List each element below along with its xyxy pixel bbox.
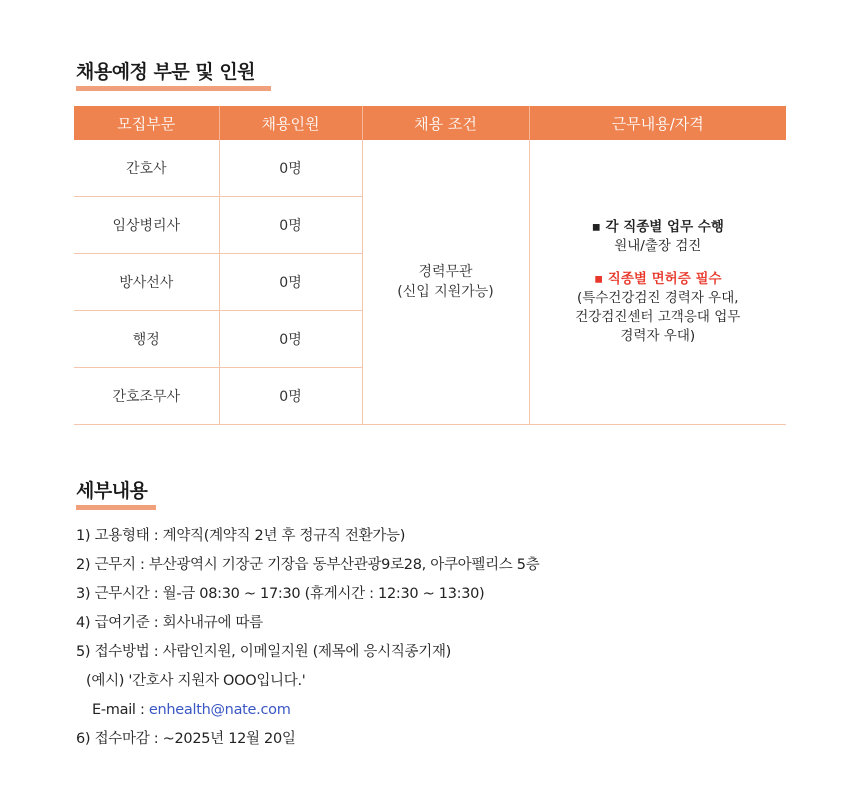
duties-item2-sub2: 건강검진센터 고객응대 업무 [575, 309, 741, 325]
duties-item1-title: ▪ 각 직종별 업무 수행 [591, 219, 724, 235]
dept-cell: 간호조무사 [74, 368, 219, 425]
email-address: enhealth@nate.com [148, 702, 291, 718]
detail-hours: 3) 근무시간 : 월-금 08:30 ~ 17:30 (휴게시간 : 12:30 ~ 13:30) [76, 586, 485, 602]
header-duties: 근무내용/자격 [529, 106, 786, 140]
section-title-recruitment: 채용예정 부문 및 인원 [76, 61, 256, 83]
dept-cell: 방사선사 [74, 254, 219, 311]
condition-line1: 경력무관 [418, 264, 473, 280]
duties-item2-title: ▪ 직종별 면허증 필수 [593, 271, 722, 287]
details-list [76, 522, 539, 754]
section-title-details: 세부내용 [76, 480, 148, 502]
title-underline [76, 505, 156, 510]
detail-email-line [76, 696, 539, 725]
count-cell: 0명 [219, 368, 362, 425]
detail-employment-type: 1) 고용형태 : 계약직(계약직 2년 후 정규직 전환가능) [76, 528, 406, 544]
detail-example: (예시) '간호사 지원자 OOO입니다.' [86, 673, 306, 689]
detail-application-method: 5) 접수방법 : 사람인지원, 이메일지원 (제목에 응시직종기재) [76, 644, 452, 660]
header-condition: 채용 조건 [362, 106, 529, 140]
dept-cell: 임상병리사 [74, 197, 219, 254]
detail-salary: 4) 급여기준 : 회사내규에 따름 [76, 615, 263, 631]
duties-cell [529, 140, 786, 425]
table-row [74, 140, 786, 197]
detail-location: 2) 근무지 : 부산광역시 기장군 기장읍 동부산관광9로28, 아쿠아펠리스 5층 [76, 557, 540, 573]
email-label: E-mail : [92, 702, 149, 718]
count-cell: 0명 [219, 254, 362, 311]
count-cell: 0명 [219, 311, 362, 368]
recruitment-table [74, 106, 786, 425]
duties-item2-sub3: 경력자 우대) [620, 328, 696, 344]
header-count: 채용인원 [219, 106, 362, 140]
condition-cell [362, 140, 529, 425]
count-cell: 0명 [219, 140, 362, 197]
dept-cell: 행정 [74, 311, 219, 368]
table-header-row [74, 106, 786, 140]
title-underline [76, 86, 271, 91]
condition-line2: (신입 지원가능) [397, 284, 494, 300]
count-cell: 0명 [219, 197, 362, 254]
detail-deadline: 6) 접수마감 : ~2025년 12월 20일 [76, 731, 296, 747]
dept-cell: 간호사 [74, 140, 219, 197]
duties-item2-sub1: (특수건강검진 경력자 우대, [576, 290, 739, 306]
header-dept: 모집부문 [74, 106, 219, 140]
duties-item1-sub: 원내/출장 검진 [614, 238, 702, 254]
